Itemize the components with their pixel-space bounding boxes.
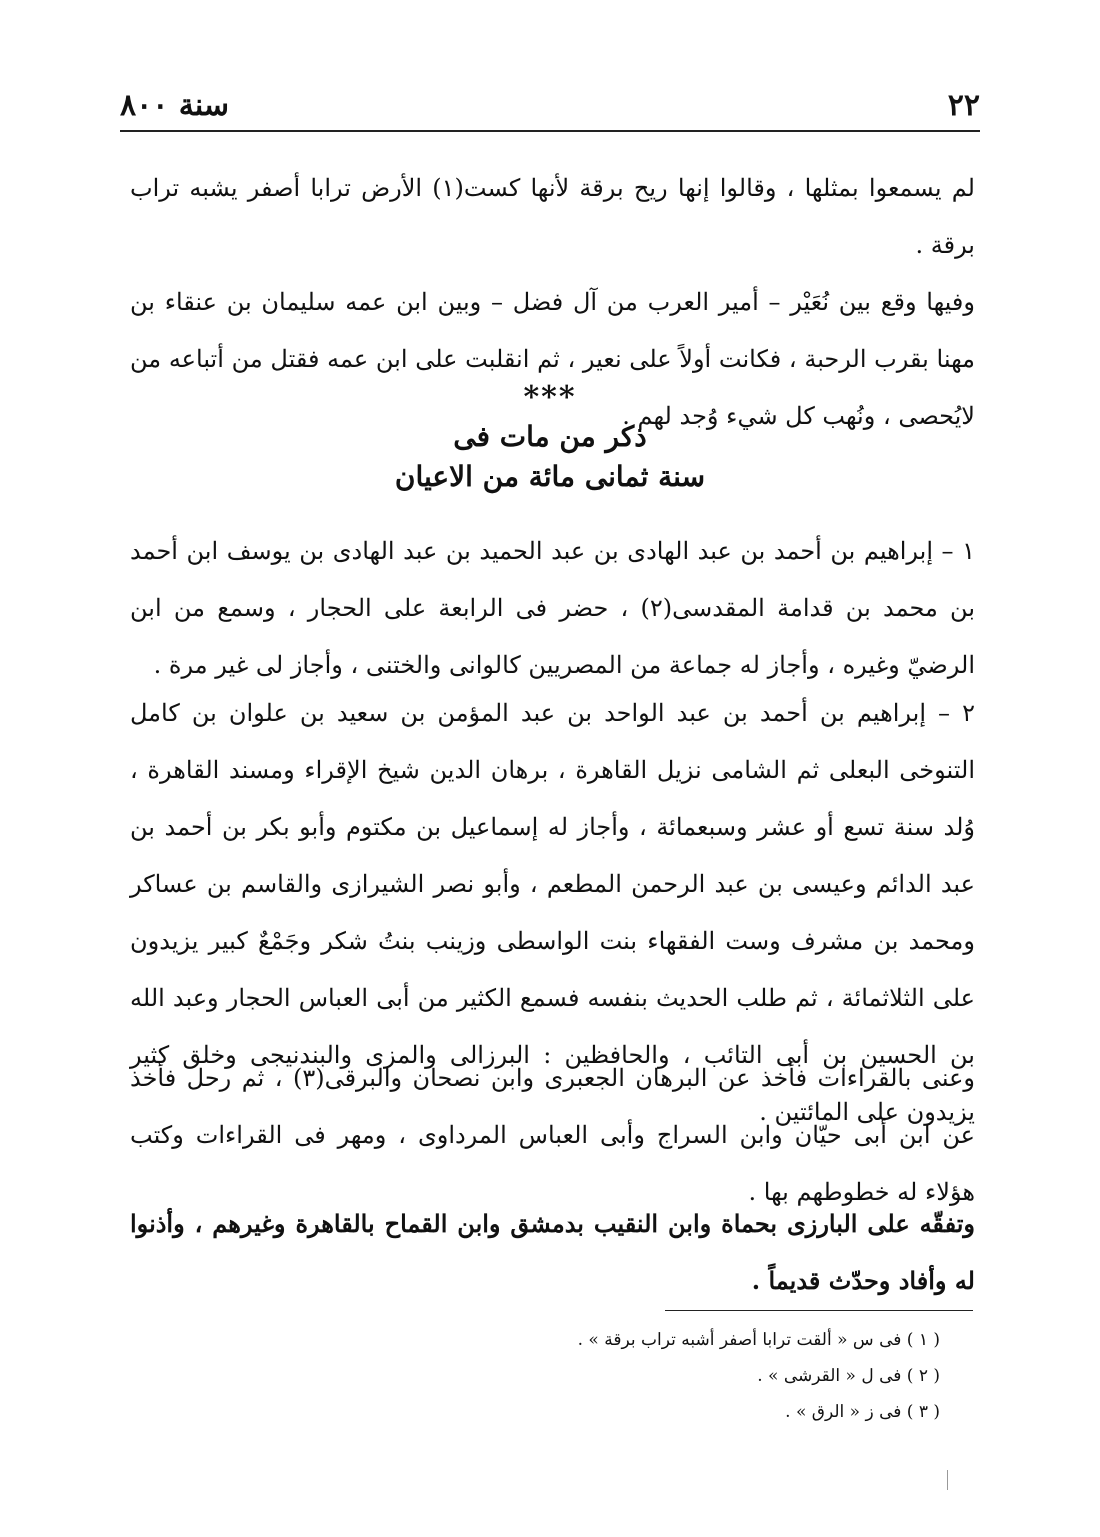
- footnote-2: ( ٢ ) فى ل « القرشى » .: [757, 1366, 940, 1386]
- footnote-rule: [665, 1310, 973, 1311]
- entry-2-readings: وعنى بالقراءات فأخذ عن البرهان الجعبرى وابن نصحان والبرقى(٣) ، ثم رحل فأخذ عن ابن أبى حيّان وابن السراج وأبى العباس المرداوى ، ومهر فى القراءات وكتب هؤلاء له خطوطهم بها .: [130, 1064, 975, 1206]
- scan-mark: [947, 1470, 948, 1490]
- entry-2-fiqh: وتفقّه على البارزى بحماة وابن النقيب بدمشق وابن القماح بالقاهرة وغيرهم ، وأذنوا له وأفاد وحدّث قديماً .: [130, 1209, 975, 1295]
- footnotes: [500, 1322, 940, 1430]
- running-title-year: سنة ٨٠٠: [120, 88, 230, 123]
- page-number: ٢٢: [947, 88, 980, 123]
- footnote-3: ( ٣ ) فى ز « الرق » .: [785, 1402, 940, 1422]
- section-title-line-1: ذكر من مات فى: [453, 420, 647, 453]
- entry-1: ١ – إبراهيم بن أحمد بن عبد الهادى بن عبد الحميد بن عبد الهادى بن يوسف ابن أحمد بن محمد بن قدامة المقدسى(٢) ، حضر فى الرابعة على الحجار ، وسمع من ابن الرضيّ وغيره ، وأجاز له جماعة من المصريين كالوانى والختنى ، وأجاز لى غير مرة .: [130, 537, 975, 679]
- header-rule: [120, 130, 980, 132]
- page-header: [120, 88, 980, 128]
- footnote-1: ( ١ ) فى س « ألقت ترابا أصفر أشبه تراب برقة » .: [577, 1330, 940, 1350]
- section-title-line-2: سنة ثمانى مائة من الاعيان: [394, 460, 706, 493]
- paragraph-1b-text: وفيها وقع بين نُعَيْر – أمير العرب من آل فضل – وبين ابن عمه سليمان بن عنقاء بن مهنا بقرب الرحبة ، فكانت أولاً على نعير ، ثم انقلبت على ابن عمه فقتل من أتباعه من لايُحصى ، ونُهب كل شيء وُجد لهم .: [130, 288, 975, 430]
- paragraph-1-text: لم يسمعوا بمثلها ، وقالوا إنها ريح برقة لأنها كست(١) الأرض ترابا أصفر يشبه تراب برقة .: [130, 174, 975, 259]
- entry-2: ٢ – إبراهيم بن أحمد بن عبد الواحد بن عبد المؤمن بن سعيد بن علوان بن كامل التنوخى البعلى ثم الشامى نزيل القاهرة ، برهان الدين شيخ الإقراء ومسند القاهرة ، وُلد سنة تسع أو عشر وسبعمائة ، وأجاز له إسماعيل بن مكتوم وأبو بكر بن أحمد بن عبد الدائم وعيسى بن عبد الرحمن المطعم ، وأبو نصر الشيرازى والقاسم بن عساكر ومحمد بن مشرف وست الفقهاء بنت الواسطى وزينب بنتُ شكر وجَمْعٌ كبير يزيدون على الثلاثمائة ، ثم طلب الحديث بنفسه فسمع الكثير من أبى العباس الحجار وعبد الله بن الحسين بن أبى التائب ، والحافظين : البرزالى والمزى والبندنيجى وخلق كثير يزيدون على المائتين .: [130, 699, 976, 1126]
- section-stars: ***: [523, 380, 577, 415]
